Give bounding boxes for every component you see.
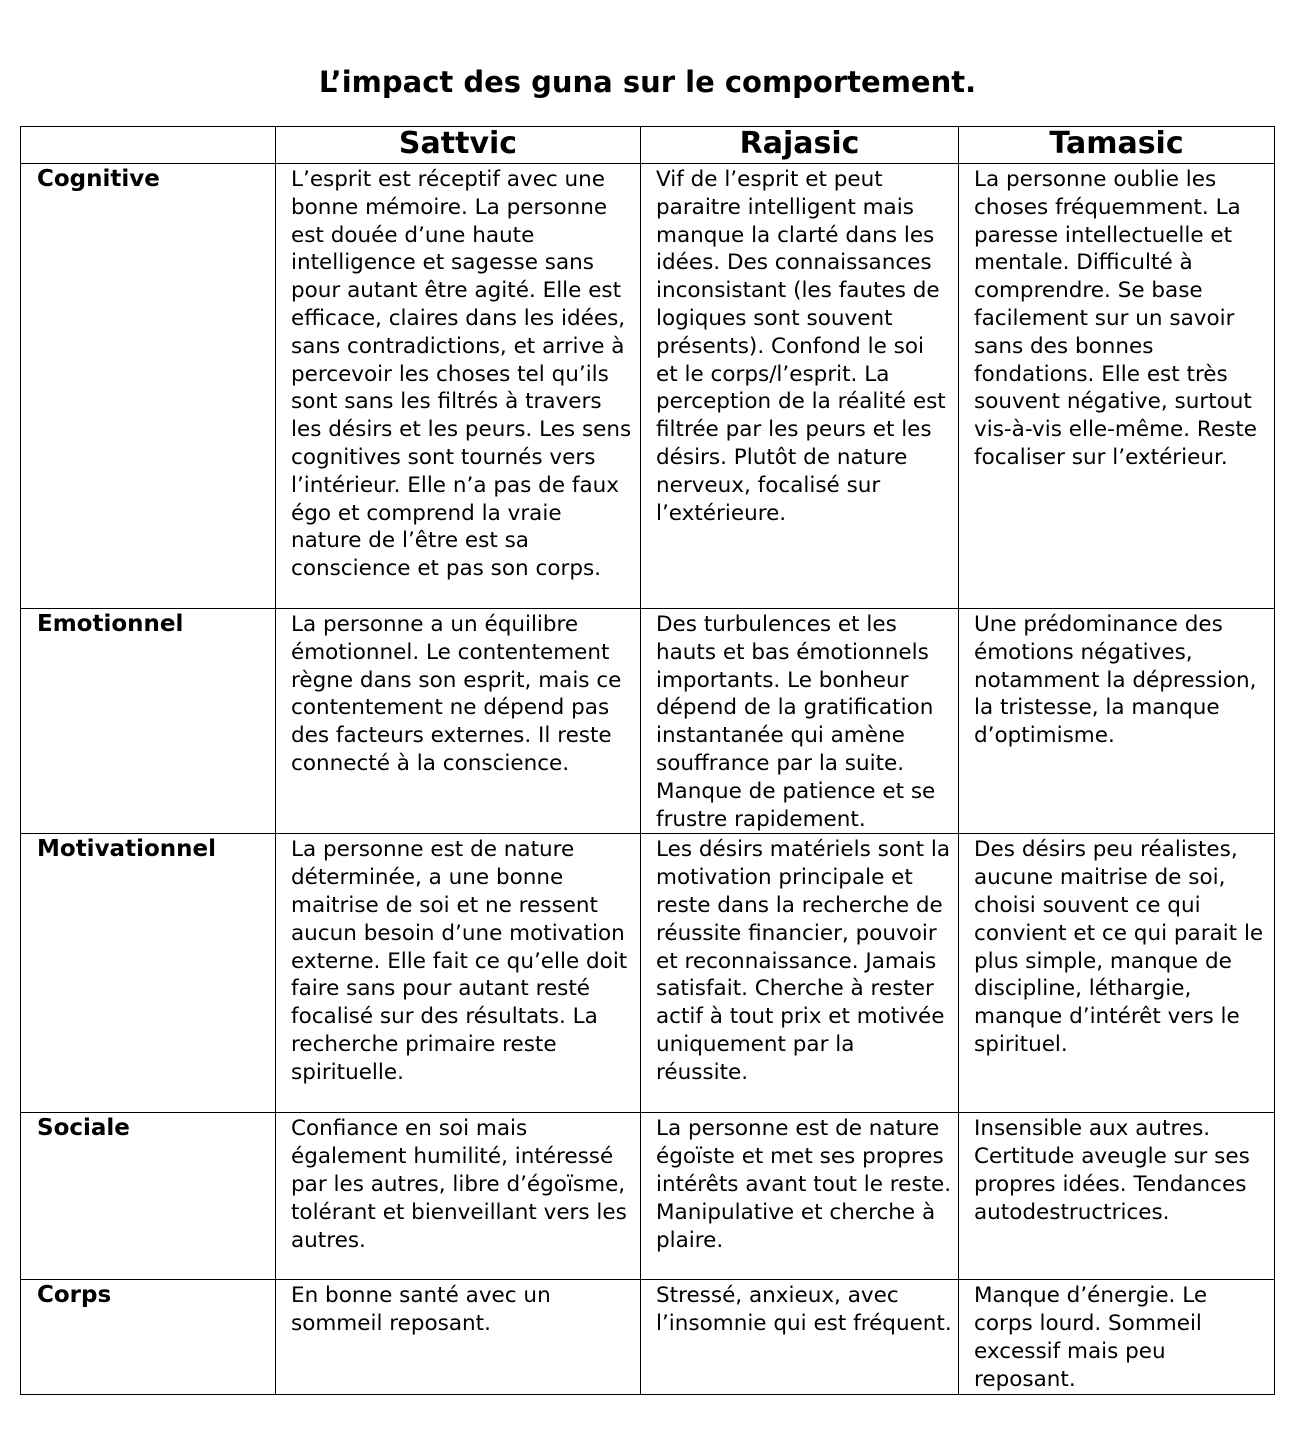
table-row: [21, 609, 1275, 834]
cell-corps-sattvic: En bonne santé avec un sommeil reposant.: [276, 1280, 641, 1394]
guna-behavior-table: [20, 126, 1275, 1395]
table-row: [21, 834, 1275, 1113]
cell-sociale-rajasic: La personne est de nature égoïste et met ses propres intérêts avant tout le reste. Manipulative et cherche à plaire.: [641, 1113, 959, 1280]
cell-corps-rajasic: Stressé, anxieux, avec l’insomnie qui est fréquent.: [641, 1280, 959, 1394]
table-row: [21, 164, 1275, 609]
row-label-motivationnel: Motivationnel: [21, 834, 276, 1113]
table-row: [21, 1280, 1275, 1394]
row-label-cognitive: Cognitive: [21, 164, 276, 609]
cell-sociale-tamasic: Insensible aux autres. Certitude aveugle sur ses propres idées. Tendances autodestructrices.: [959, 1113, 1275, 1280]
cell-emotionnel-rajasic: Des turbulences et les hauts et bas émotionnels importants. Le bonheur dépend de la gratification instantanée qui amène souffrance par la suite. Manque de patience et se frustre rapidement.: [641, 609, 959, 834]
header-rajasic: Rajasic: [641, 127, 959, 164]
cell-cognitive-rajasic: Vif de l’esprit et peut paraitre intelligent mais manque la clarté dans les idées. Des connaissances inconsistant (les fautes de logiques sont souvent présents). Confond le soi et le corps/l’esprit. La perception de la réalité est filtrée par les peurs et les désirs. Plutôt de nature nerveux, focalisé sur l’extérieure.: [641, 164, 959, 609]
cell-motivationnel-tamasic: Des désirs peu réalistes, aucune maitrise de soi, choisi souvent ce qui convient et ce qui parait le plus simple, manque de discipline, léthargie, manque d’intérêt vers le spirituel.: [959, 834, 1275, 1113]
header-tamasic: Tamasic: [959, 127, 1275, 164]
table-header-row: [21, 127, 1275, 164]
cell-motivationnel-sattvic: La personne est de nature déterminée, a une bonne maitrise de soi et ne ressent aucun besoin d’une motivation externe. Elle fait ce qu’elle doit faire sans pour autant resté focalisé sur des résultats. La recherche primaire reste spirituelle.: [276, 834, 641, 1113]
table-row: [21, 1113, 1275, 1280]
header-sattvic: Sattvic: [276, 127, 641, 164]
cell-emotionnel-tamasic: Une prédominance des émotions négatives, notamment la dépression, la tristesse, la manque d’optimisme.: [959, 609, 1275, 834]
header-empty-cell: [21, 127, 276, 164]
cell-corps-tamasic: Manque d’énergie. Le corps lourd. Sommeil excessif mais peu reposant.: [959, 1280, 1275, 1394]
cell-cognitive-tamasic: La personne oublie les choses fréquemment. La paresse intellectuelle et mentale. Difficulté à comprendre. Se base facilement sur un savoir sans des bonnes fondations. Elle est très souvent négative, surtout vis-à-vis elle-même. Reste focaliser sur l’extérieur.: [959, 164, 1275, 609]
row-label-sociale: Sociale: [21, 1113, 276, 1280]
cell-cognitive-sattvic: L’esprit est réceptif avec une bonne mémoire. La personne est douée d’une haute intelligence et sagesse sans pour autant être agité. Elle est efficace, claires dans les idées, sans contradictions, et arrive à percevoir les choses tel qu’ils sont sans les filtrés à travers les désirs et les peurs. Les sens cognitives sont tournés vers l’intérieur. Elle n’a pas de faux égo et comprend la vraie nature de l’être est sa conscience et pas son corps.: [276, 164, 641, 609]
cell-emotionnel-sattvic: La personne a un équilibre émotionnel. Le contentement règne dans son esprit, mais ce contentement ne dépend pas des facteurs externes. Il reste connecté à la conscience.: [276, 609, 641, 834]
cell-motivationnel-rajasic: Les désirs matériels sont la motivation principale et reste dans la recherche de réussite financier, pouvoir et reconnaissance. Jamais satisfait. Cherche à rester actif à tout prix et motivée uniquement par la réussite.: [641, 834, 959, 1113]
row-label-corps: Corps: [21, 1280, 276, 1394]
row-label-emotionnel: Emotionnel: [21, 609, 276, 834]
document-title: L’impact des guna sur le comportement.: [318, 65, 977, 99]
cell-sociale-sattvic: Confiance en soi mais également humilité, intéressé par les autres, libre d’égoïsme, tolérant et bienveillant vers les autres.: [276, 1113, 641, 1280]
